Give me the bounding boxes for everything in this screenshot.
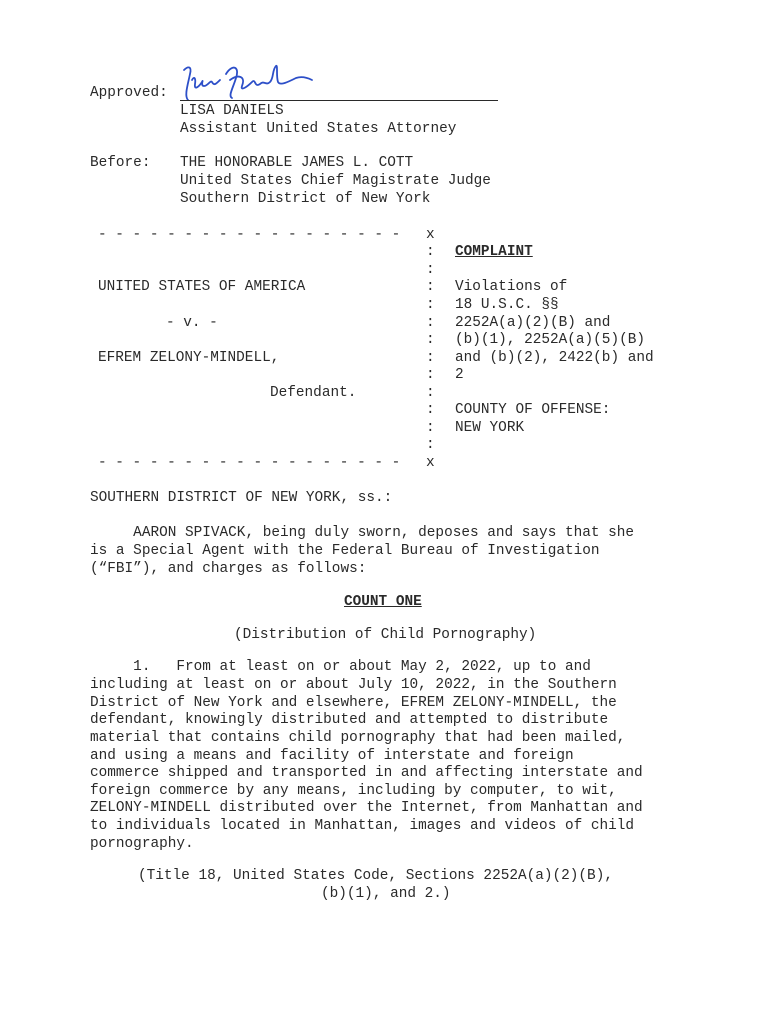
- violation-line: 2: [455, 367, 464, 383]
- paragraph-line: pornography.: [90, 836, 194, 852]
- before-label: Before:: [90, 155, 151, 171]
- intro-line: (“FBI”), and charges as follows:: [90, 561, 367, 577]
- approver-name: LISA DANIELS: [180, 103, 284, 119]
- violation-line: Violations of: [455, 279, 568, 295]
- paragraph-line: and using a means and facility of interstate and foreign: [90, 748, 574, 764]
- violation-line: and (b)(2), 2422(b) and: [455, 350, 654, 366]
- caption-colon: :: [426, 332, 435, 348]
- county-value: NEW YORK: [455, 420, 525, 436]
- citation-line: (b)(1), and 2.): [321, 886, 451, 902]
- judge-name: THE HONORABLE JAMES L. COTT: [180, 155, 414, 171]
- caption-colon: :: [426, 315, 435, 331]
- caption-bottom-rule: - - - - - - - - - - - - - - - - - -: [98, 455, 401, 471]
- caption-colon: :: [426, 420, 435, 436]
- signature-line: [180, 100, 498, 101]
- violation-line: 2252A(a)(2)(B) and: [455, 315, 611, 331]
- paragraph-line: District of New York and elsewhere, EFREM ZELONY-MINDELL, the: [90, 695, 617, 711]
- caption-top-x: x: [426, 227, 435, 243]
- paragraph-line: including at least on or about July 10, 2022, in the Southern: [90, 677, 617, 693]
- caption-colon: :: [426, 297, 435, 313]
- caption-colon: :: [426, 402, 435, 418]
- defendant-label: Defendant.: [270, 385, 357, 401]
- violation-line: 18 U.S.C. §§: [455, 297, 559, 313]
- caption-colon: :: [426, 367, 435, 383]
- count-subheading: (Distribution of Child Pornography): [234, 627, 537, 643]
- document-title: COMPLAINT: [455, 244, 533, 260]
- versus: - v. -: [166, 315, 218, 331]
- paragraph-line: defendant, knowingly distributed and attempted to distribute: [90, 712, 609, 728]
- defendant-name: EFREM ZELONY-MINDELL,: [98, 350, 280, 366]
- caption-top-rule: - - - - - - - - - - - - - - - - - -: [98, 227, 401, 243]
- paragraph-line: commerce shipped and transported in and affecting interstate and: [90, 765, 643, 781]
- paragraph-line: foreign commerce by any means, including by computer, to wit,: [90, 783, 617, 799]
- count-heading: COUNT ONE: [344, 594, 422, 610]
- caption-colon: :: [426, 244, 435, 260]
- intro-line: AARON SPIVACK, being duly sworn, deposes and says that she: [90, 525, 635, 541]
- caption-colon: :: [426, 437, 435, 453]
- paragraph-line: ZELONY-MINDELL distributed over the Internet, from Manhattan and: [90, 800, 643, 816]
- paragraph-line: 1. From at least on or about May 2, 2022, up to and: [90, 659, 591, 675]
- plaintiff: UNITED STATES OF AMERICA: [98, 279, 306, 295]
- paragraph-line: material that contains child pornography that had been mailed,: [90, 730, 626, 746]
- caption-colon: :: [426, 385, 435, 401]
- venue-line: SOUTHERN DISTRICT OF NEW YORK, ss.:: [90, 490, 393, 506]
- violation-line: (b)(1), 2252A(a)(5)(B): [455, 332, 645, 348]
- judge-title: United States Chief Magistrate Judge: [180, 173, 491, 189]
- caption-bottom-x: x: [426, 455, 435, 471]
- caption-colon: :: [426, 279, 435, 295]
- county-label: COUNTY OF OFFENSE:: [455, 402, 611, 418]
- intro-line: is a Special Agent with the Federal Bureau of Investigation: [90, 543, 600, 559]
- caption-colon: :: [426, 350, 435, 366]
- approved-label: Approved:: [90, 85, 168, 101]
- paragraph-line: to individuals located in Manhattan, images and videos of child: [90, 818, 635, 834]
- caption-colon: :: [426, 262, 435, 278]
- judge-district: Southern District of New York: [180, 191, 431, 207]
- approver-title: Assistant United States Attorney: [180, 121, 457, 137]
- citation-line: (Title 18, United States Code, Sections 2252A(a)(2)(B),: [138, 868, 613, 884]
